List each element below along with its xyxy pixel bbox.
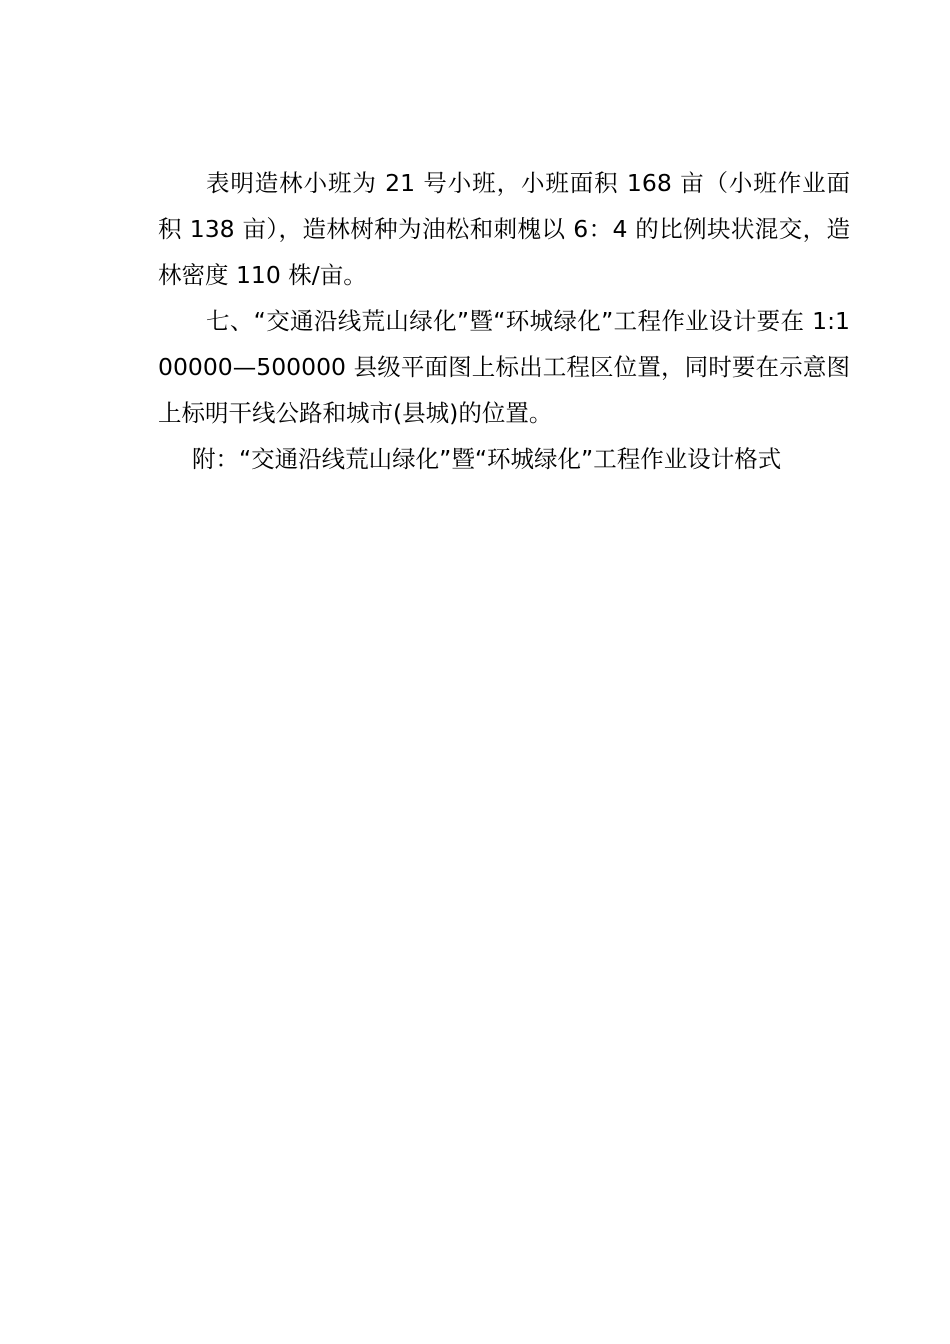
paragraph-plot-description: 表明造林小班为 21 号小班，小班面积 168 亩（小班作业面积 138 亩），造林树种为油松和刺槐以 6：4 的比例块状混交，造林密度 110 株/亩。	[158, 169, 850, 289]
paragraph-attachment: 附：“交通沿线荒山绿化”暨“环城绿化”工程作业设计格式	[192, 445, 782, 473]
paragraph-section-seven: 七、“交通沿线荒山绿化”暨“环城绿化”工程作业设计要在 1:100000—500000 县级平面图上标出工程区位置，同时要在示意图上标明干线公路和城市(县城)的位置。	[158, 307, 850, 427]
document-body	[158, 160, 850, 482]
